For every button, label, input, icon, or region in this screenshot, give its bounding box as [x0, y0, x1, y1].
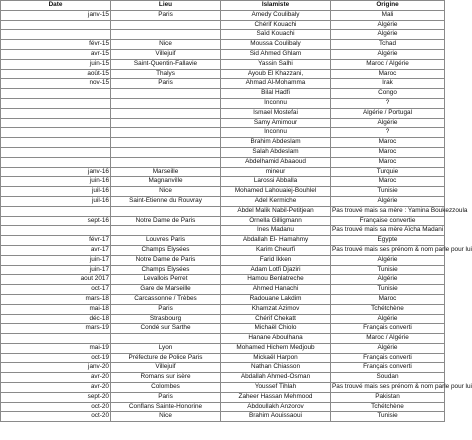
origine-cell: Mali — [331, 10, 445, 20]
origine-cell: Française convertie — [331, 216, 445, 226]
islamiste-cell: Mohamed Lahouaiej-Bouhlel — [221, 187, 331, 197]
lieu-cell — [111, 118, 221, 128]
origine-cell: Algérie — [331, 49, 445, 59]
islamiste-cell: Moussa Coulibaly — [221, 40, 331, 50]
table-row — [0, 324, 445, 334]
lieu-cell — [111, 226, 221, 236]
origine-cell: Français converti — [331, 363, 445, 373]
origine-cell: Algérie — [331, 118, 445, 128]
table-row — [0, 294, 445, 304]
islamiste-cell: Abdoullakh Anzorov — [221, 402, 331, 412]
islamiste-cell: Chérif Kouachi — [221, 20, 331, 30]
islamiste-cell: Inconnu — [221, 128, 331, 138]
date-cell: sept-16 — [1, 216, 111, 226]
lieu-cell: Nice — [111, 412, 221, 422]
table-row — [0, 275, 445, 285]
islamiste-cell: Ines Madanu — [221, 226, 331, 236]
origine-cell: Pakistan — [331, 392, 445, 402]
islamiste-cell: Abdallah El- Hamahmy — [221, 236, 331, 246]
islamiste-cell: Brahim Abdeslam — [221, 138, 331, 148]
date-cell: avr-15 — [1, 49, 111, 59]
origine-cell: Maroc / Algérie — [331, 334, 445, 344]
table-row — [0, 314, 445, 324]
date-cell: juin-15 — [1, 59, 111, 69]
column-header-islamiste: Islamiste — [221, 1, 331, 11]
origine-cell: Tchad — [331, 40, 445, 50]
lieu-cell — [111, 334, 221, 344]
origine-cell: Pas trouvé mais ses prénom & nom parle pour lui — [331, 245, 445, 255]
table-row — [0, 20, 445, 30]
date-cell: oct-17 — [1, 285, 111, 295]
islamiste-cell: Abdel Malik Nabil-Petitjean — [221, 206, 331, 216]
date-cell: nov-15 — [1, 79, 111, 89]
table-row — [0, 108, 445, 118]
lieu-cell: Thalys — [111, 69, 221, 79]
date-cell — [1, 30, 111, 40]
date-cell: juin-17 — [1, 255, 111, 265]
date-cell: janv-16 — [1, 167, 111, 177]
origine-cell: Maroc — [331, 138, 445, 148]
islamiste-cell: Inconnu — [221, 98, 331, 108]
lieu-cell: Strasbourg — [111, 314, 221, 324]
origine-cell: Maroc — [331, 157, 445, 167]
islamiste-cell: Khamzat Azimov — [221, 304, 331, 314]
origine-cell: Maroc / Algérie — [331, 59, 445, 69]
table-row — [0, 245, 445, 255]
lieu-cell: Paris — [111, 392, 221, 402]
table-row — [0, 383, 445, 393]
table-row — [0, 10, 445, 20]
islamiste-cell: Youssef Tihlah — [221, 383, 331, 393]
date-cell: juil-16 — [1, 196, 111, 206]
lieu-cell — [111, 147, 221, 157]
date-cell: avr-17 — [1, 245, 111, 255]
origine-cell: Tunisie — [331, 412, 445, 422]
date-cell — [1, 226, 111, 236]
table-row — [0, 196, 445, 206]
islamiste-cell: Saïd Kouachi — [221, 30, 331, 40]
lieu-cell: Colombes — [111, 383, 221, 393]
lieu-cell: Magnanville — [111, 177, 221, 187]
islamiste-cell: Farid Ikken — [221, 255, 331, 265]
origine-cell: ? — [331, 98, 445, 108]
table-row — [0, 265, 445, 275]
islamiste-cell: Larossi Abballa — [221, 177, 331, 187]
islamiste-cell: Mickaël Harpon — [221, 353, 331, 363]
origine-cell: Français converti — [331, 353, 445, 363]
table-row — [0, 304, 445, 314]
islamiste-cell: Amedy Coulibaly — [221, 10, 331, 20]
lieu-cell: Paris — [111, 79, 221, 89]
lieu-cell — [111, 30, 221, 40]
lieu-cell: Villejuif — [111, 49, 221, 59]
islamiste-cell: Ornella Gilligmann — [221, 216, 331, 226]
islamiste-cell: Sid Ahmed Ghlam — [221, 49, 331, 59]
lieu-cell: Notre Dame de Paris — [111, 255, 221, 265]
table-row — [0, 412, 445, 422]
table-row — [0, 353, 445, 363]
islamiste-cell: Adel Kermiche — [221, 196, 331, 206]
date-cell — [1, 334, 111, 344]
date-cell: juil-16 — [1, 187, 111, 197]
origine-cell: Maroc — [331, 294, 445, 304]
column-header-origine: Origine — [331, 1, 445, 11]
islamiste-cell: Zaheer Hassan Mehmood — [221, 392, 331, 402]
lieu-cell: Villejuif — [111, 363, 221, 373]
date-cell: mars-18 — [1, 294, 111, 304]
origine-cell: Algérie — [331, 343, 445, 353]
date-cell: mars-19 — [1, 324, 111, 334]
table-row — [0, 157, 445, 167]
islamiste-cell: Hamou Benlatreche — [221, 275, 331, 285]
islamiste-cell: Yassin Salhi — [221, 59, 331, 69]
islamiste-cell: Michaël Chiolo — [221, 324, 331, 334]
origine-cell: Tunisie — [331, 187, 445, 197]
lieu-cell: Lyon — [111, 343, 221, 353]
table-row — [0, 236, 445, 246]
table-row — [0, 118, 445, 128]
lieu-cell: Marseille — [111, 167, 221, 177]
origine-cell: Maroc — [331, 147, 445, 157]
islamiste-cell: Ahmad Al-Mohamma — [221, 79, 331, 89]
origine-cell: Tchétchène — [331, 304, 445, 314]
lieu-cell: Romans sur isère — [111, 373, 221, 383]
origine-cell: Français converti — [331, 324, 445, 334]
date-cell — [1, 138, 111, 148]
date-cell: août-15 — [1, 69, 111, 79]
date-cell: févr-15 — [1, 40, 111, 50]
islamiste-cell: Ahmed Hanachi — [221, 285, 331, 295]
islamiste-cell: Samy Amimour — [221, 118, 331, 128]
islamiste-cell: Mohamed Hichem Medjoub — [221, 343, 331, 353]
origine-cell: Soudan — [331, 373, 445, 383]
lieu-cell: Paris — [111, 304, 221, 314]
origine-cell: Algérie / Portugal — [331, 108, 445, 118]
origine-cell: Algérie — [331, 20, 445, 30]
origine-cell: Congo — [331, 89, 445, 99]
table-row — [0, 343, 445, 353]
table-body — [0, 10, 472, 421]
origine-cell: Algérie — [331, 196, 445, 206]
table-row — [0, 69, 445, 79]
lieu-cell: Champs Elysées — [111, 265, 221, 275]
table-row — [0, 402, 445, 412]
origine-cell: Pas trouvé mais sa mère Aïcha Madani — [331, 226, 445, 236]
date-cell: mai-19 — [1, 343, 111, 353]
origine-cell: Algérie — [331, 314, 445, 324]
origine-cell: Tchétchène — [331, 402, 445, 412]
lieu-cell: Conflans Sainte-Honorine — [111, 402, 221, 412]
table-row — [0, 187, 445, 197]
origine-cell: Algérie — [331, 30, 445, 40]
islamiste-cell: Salah Abdeslam — [221, 147, 331, 157]
origine-cell: ? — [331, 128, 445, 138]
lieu-cell: Saint-Quentin-Fallavie — [111, 59, 221, 69]
date-cell: janv-20 — [1, 363, 111, 373]
date-cell: avr-20 — [1, 373, 111, 383]
date-cell — [1, 118, 111, 128]
lieu-cell: Louvres Paris — [111, 236, 221, 246]
table-row — [0, 89, 445, 99]
date-cell: mai-18 — [1, 304, 111, 314]
lieu-cell: Préfecture de Police Paris — [111, 353, 221, 363]
lieu-cell: Champs Elysées — [111, 245, 221, 255]
table-row — [0, 49, 445, 59]
table-row — [0, 392, 445, 402]
date-cell — [1, 20, 111, 30]
islamiste-cell: Hanane Aboulhana — [221, 334, 331, 344]
table-row — [0, 255, 445, 265]
islamiste-cell: Abdelhamid Abaaoud — [221, 157, 331, 167]
islamiste-cell: Chérif Chekatt — [221, 314, 331, 324]
islamiste-cell: Nathan Chiasson — [221, 363, 331, 373]
lieu-cell: Notre Dame de Paris — [111, 216, 221, 226]
table-row — [0, 285, 445, 295]
islamiste-cell: Bilal Hadfi — [221, 89, 331, 99]
islamiste-cell: Abdallah Ahmed-Osman — [221, 373, 331, 383]
origine-cell: Pas trouvé mais ses prénom & nom parle pour lui — [331, 383, 445, 393]
lieu-cell — [111, 20, 221, 30]
table-row — [0, 206, 445, 216]
origine-cell: Algérie — [331, 275, 445, 285]
lieu-cell: Nice — [111, 40, 221, 50]
table-row — [0, 177, 445, 187]
date-cell — [1, 128, 111, 138]
origine-cell: Maroc — [331, 69, 445, 79]
date-cell: oct-19 — [1, 353, 111, 363]
date-cell: févr-17 — [1, 236, 111, 246]
lieu-cell: Saint-Etienne du Rouvray — [111, 196, 221, 206]
date-cell: juin-16 — [1, 177, 111, 187]
date-cell — [1, 108, 111, 118]
date-cell — [1, 157, 111, 167]
islamiste-cell: Brahim Aouissaoui — [221, 412, 331, 422]
date-cell — [1, 147, 111, 157]
table-row — [0, 138, 445, 148]
date-cell — [1, 89, 111, 99]
table-row — [0, 226, 445, 236]
lieu-cell — [111, 89, 221, 99]
lieu-cell — [111, 98, 221, 108]
date-cell — [1, 206, 111, 216]
date-cell — [1, 98, 111, 108]
date-cell: sept-20 — [1, 392, 111, 402]
islamiste-cell: Ayoub El Khazzani, — [221, 69, 331, 79]
table-row — [0, 98, 445, 108]
origine-cell: Turquie — [331, 167, 445, 177]
lieu-cell: Gare de Marseille — [111, 285, 221, 295]
lieu-cell: Carcassonne / Trèbes — [111, 294, 221, 304]
islamiste-cell: Karim Cheurfi — [221, 245, 331, 255]
origine-cell: Tunisie — [331, 265, 445, 275]
date-cell: avr-20 — [1, 383, 111, 393]
lieu-cell: Paris — [111, 10, 221, 20]
column-header-date: Date — [1, 1, 111, 11]
table-row — [0, 334, 445, 344]
date-cell: janv-15 — [1, 10, 111, 20]
origine-cell: Algérie — [331, 255, 445, 265]
lieu-cell: Nice — [111, 187, 221, 197]
column-header-lieu: Lieu — [111, 1, 221, 11]
origine-cell: Tunisie — [331, 285, 445, 295]
date-cell: juin-17 — [1, 265, 111, 275]
lieu-cell — [111, 108, 221, 118]
table-row — [0, 167, 445, 177]
date-cell: oct-20 — [1, 412, 111, 422]
table-row — [0, 59, 445, 69]
table-row — [0, 40, 445, 50]
lieu-cell — [111, 128, 221, 138]
table-row — [0, 30, 445, 40]
islamiste-cell: Radouane Lakdim — [221, 294, 331, 304]
table-row — [0, 128, 445, 138]
table-row — [0, 79, 445, 89]
islamiste-cell: Ismael Mostefai — [221, 108, 331, 118]
lieu-cell — [111, 157, 221, 167]
origine-cell: Egypte — [331, 236, 445, 246]
lieu-cell — [111, 206, 221, 216]
islamiste-cell: mineur — [221, 167, 331, 177]
origine-cell: Irak — [331, 79, 445, 89]
lieu-cell: Levallois Perret — [111, 275, 221, 285]
origine-cell: Pas trouvé mais sa mère : Yamina Boukezzoula — [331, 206, 445, 216]
islamiste-cell: Adam Lotfi Djaziri — [221, 265, 331, 275]
table-row — [0, 147, 445, 157]
origine-cell: Maroc — [331, 177, 445, 187]
lieu-cell: Condé sur Sarthe — [111, 324, 221, 334]
date-cell: oct-20 — [1, 402, 111, 412]
lieu-cell — [111, 138, 221, 148]
header-row — [0, 1, 445, 11]
table-row — [0, 216, 445, 226]
table-row — [0, 363, 445, 373]
table-row — [0, 373, 445, 383]
date-cell: aout 2017 — [1, 275, 111, 285]
date-cell: déc-18 — [1, 314, 111, 324]
